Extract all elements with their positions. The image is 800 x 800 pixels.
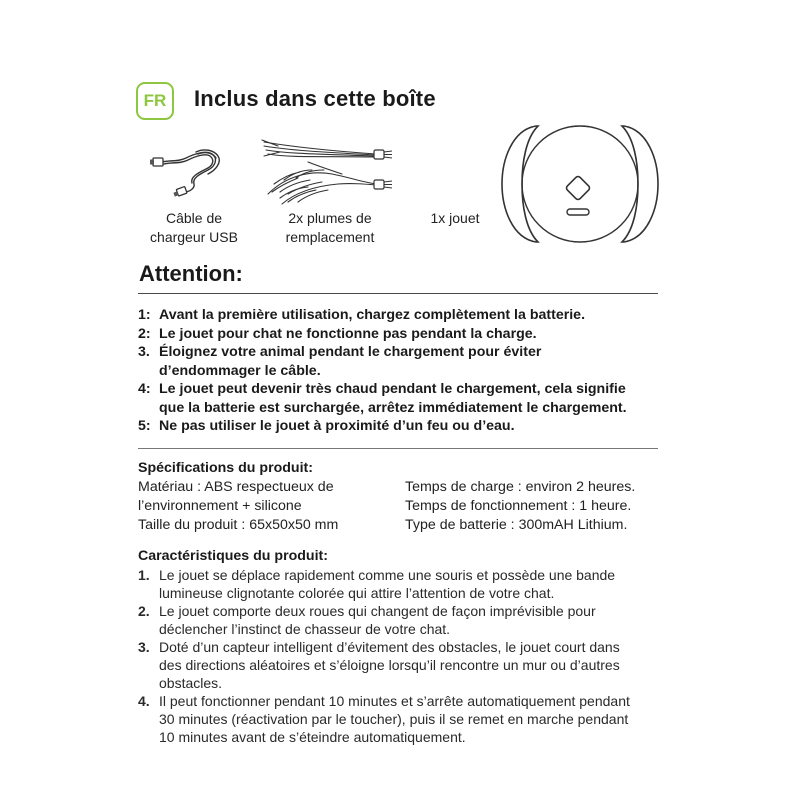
cat-toy-ball-icon	[498, 120, 662, 248]
feature-text: Le jouet comporte deux roues qui changent de façon imprévisible pour déclencher l’instinct de chasseur de votre chat.	[159, 603, 596, 637]
warning-number: 5:	[138, 418, 151, 434]
spec-line: Type de batterie : 300mAH Lithium.	[405, 517, 628, 533]
toy-label: 1x jouet	[430, 210, 480, 226]
spec-line: Temps de charge : environ 2 heures.	[405, 479, 636, 495]
spec-line: Taille du produit : 65x50x50 mm	[138, 517, 339, 533]
warning-text: Le jouet pour chat ne fonctionne pas pendant la charge.	[159, 325, 537, 342]
usb-cable-icon	[150, 140, 230, 200]
feature-item	[138, 602, 668, 638]
warning-number: 1:	[138, 307, 151, 323]
warning-item	[138, 343, 668, 380]
warning-text: Avant la première utilisation, chargez complètement la batterie.	[159, 307, 586, 323]
feature-text: Il peut fonctionner pendant 10 minutes et s’arrête automatiquement pendant 30 minutes (réactivation par le toucher), puis il se remet en marche pendant 10 minutes avant de s’éteindre automatiquement.	[159, 693, 630, 745]
cable-label-line: chargeur USB	[150, 229, 238, 245]
warning-item	[138, 417, 668, 436]
feature-item	[138, 692, 668, 746]
warning-number: 4:	[138, 381, 151, 397]
warning-list	[138, 306, 668, 436]
warning-item	[138, 306, 668, 325]
warning-text: Le jouet peut devenir très chaud pendant le chargement, cela signifie que la batterie est surchargée, arrêtez immédiatement le chargement.	[159, 381, 627, 416]
feature-number: 3.	[138, 639, 150, 655]
warning-text: Éloignez votre animal pendant le chargement pour éviter d’endommager le câble.	[159, 344, 542, 379]
specs-heading: Spécifications du produit:	[138, 460, 313, 476]
spec-line: l’environnement + silicone	[138, 498, 302, 514]
divider	[138, 293, 658, 294]
spec-line: Temps de fonctionnement : 1 heure.	[405, 498, 632, 514]
feather-refill-icon	[258, 132, 396, 210]
specs-right-column	[405, 478, 665, 535]
feature-text: Le jouet se déplace rapidement comme une souris et possède une bande lumineuse clignotante colorée qui attire l’attention de votre chat.	[159, 567, 616, 601]
page-title: Inclus dans cette boîte	[194, 86, 436, 111]
feature-number: 4.	[138, 693, 150, 709]
language-badge: FR	[136, 82, 174, 120]
specs-left-column	[138, 478, 398, 535]
attention-heading: Attention:	[139, 261, 243, 286]
feature-number: 1.	[138, 567, 150, 583]
feature-item	[138, 566, 668, 602]
feathers-label-line: remplacement	[285, 229, 375, 245]
warning-item	[138, 325, 668, 344]
feathers-label	[262, 209, 398, 247]
warning-item	[138, 380, 668, 417]
cable-label-line: Câble de	[165, 210, 223, 226]
feature-number: 2.	[138, 603, 150, 619]
features-heading: Caractéristiques du produit:	[138, 548, 328, 564]
cable-label	[134, 209, 254, 247]
feature-text: Doté d’un capteur intelligent d’évitement des obstacles, le jouet court dans des directions aléatoires et s’éloigne lorsqu’il rencontre un mur ou d’autres obstacles.	[159, 639, 620, 691]
warning-number: 2:	[138, 325, 151, 342]
warning-number: 3.	[138, 344, 150, 360]
spec-line: Matériau : ABS respectueux de	[138, 479, 334, 495]
feathers-label-line: 2x plumes de	[288, 210, 372, 226]
feature-list	[138, 566, 668, 746]
feature-item	[138, 638, 668, 692]
warning-text: Ne pas utiliser le jouet à proximité d’un feu ou d’eau.	[159, 418, 515, 434]
divider	[138, 448, 658, 449]
